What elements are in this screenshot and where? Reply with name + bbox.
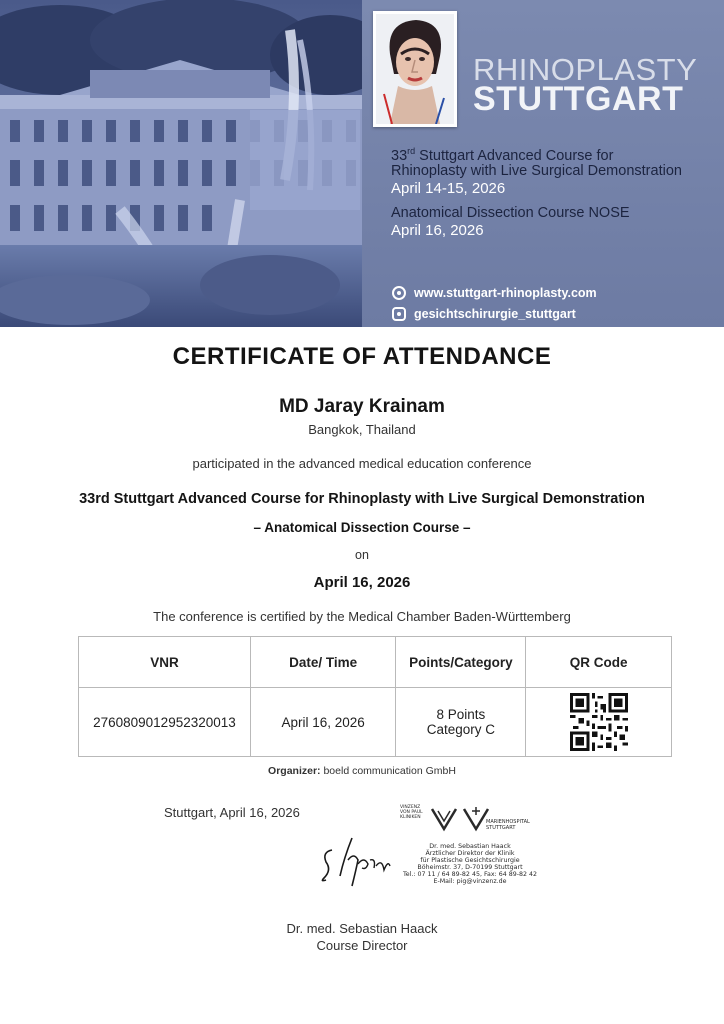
brand-stuttgart: STUTTGART — [473, 80, 684, 118]
on-label: on — [355, 548, 369, 562]
clinic-logo — [428, 805, 490, 833]
column-header-vnr: VNR — [79, 637, 251, 688]
attendee-name: MD Jaray Krainam — [279, 396, 445, 417]
points-value: 8 Points — [436, 707, 486, 722]
table-row — [79, 688, 672, 757]
course-title-line2: Rhinoplasty with Live Surgical Demonstration — [391, 163, 682, 179]
vnr-value: 2760809012952320013 — [79, 688, 251, 757]
organizer-line — [0, 765, 724, 777]
qr-code-cell — [526, 688, 672, 757]
clinic-stamp: VINZENZ VON PAUL KLINIKEN MARIENHOSPITAL STUTTGART Dr. med. Sebastian Haack Ärztlicher Direktor der Klinik für Plastische Gesichtschirurgie Böheimstr. 37, D-70199 Stuttgart Tel.: 07 11 / 64 89-82 45, Fax: 64 89-82 42 E-Mail: pig@vinzenz.de — [400, 805, 538, 885]
event-date: April 16, 2026 — [313, 574, 411, 591]
participation-statement: participated in the advanced medical education conference — [192, 456, 532, 471]
organizer-label: Organizer: — [268, 765, 321, 777]
column-header-qr: QR Code — [526, 637, 672, 688]
organizer-value: boeld communication GmbH — [320, 765, 456, 777]
course-name: 33rd Stuttgart Advanced Course for Rhinoplasty with Live Surgical Demonstration — [79, 491, 645, 507]
globe-icon — [392, 286, 406, 300]
website-link[interactable] — [392, 286, 597, 300]
course-dates: April 14-15, 2026 — [391, 180, 506, 197]
column-header-date: Date/ Time — [250, 637, 396, 688]
dissection-course-title: Anatomical Dissection Course NOSE — [391, 205, 630, 221]
place-and-date: Stuttgart, April 16, 2026 — [164, 805, 300, 820]
attendee-location: Bangkok, Thailand — [308, 422, 416, 437]
stuttgart-palace-photo — [0, 0, 362, 327]
certificate-title: CERTIFICATE OF ATTENDANCE — [172, 343, 552, 370]
certification-statement: The conference is certified by the Medical Chamber Baden-Württemberg — [153, 609, 571, 624]
surgeon-portrait-image — [373, 11, 457, 127]
date-value: April 16, 2026 — [250, 688, 396, 757]
sub-course-name: – Anatomical Dissection Course – — [253, 520, 471, 535]
website-text: www.stuttgart-rhinoplasty.com — [414, 286, 597, 300]
dissection-course-date: April 16, 2026 — [391, 222, 484, 239]
instagram-text: gesichtschirurgie_stuttgart — [414, 307, 576, 321]
qr-code-image[interactable] — [570, 693, 628, 751]
course-title-line1: 33rd Stuttgart Advanced Course for — [391, 146, 614, 164]
category-value: Category C — [426, 722, 496, 737]
table-header-row — [79, 637, 672, 688]
accreditation-table — [78, 636, 672, 757]
points-category-cell — [396, 688, 526, 757]
director-role: Course Director — [316, 938, 408, 953]
handwritten-signature — [318, 830, 398, 892]
column-header-points: Points/Category — [396, 637, 526, 688]
header-banner — [0, 0, 724, 327]
brand-rhinoplasty: RHINOPLASTY — [473, 52, 698, 87]
instagram-icon — [392, 307, 406, 321]
director-name: Dr. med. Sebastian Haack — [286, 921, 438, 936]
instagram-link[interactable] — [392, 307, 576, 321]
